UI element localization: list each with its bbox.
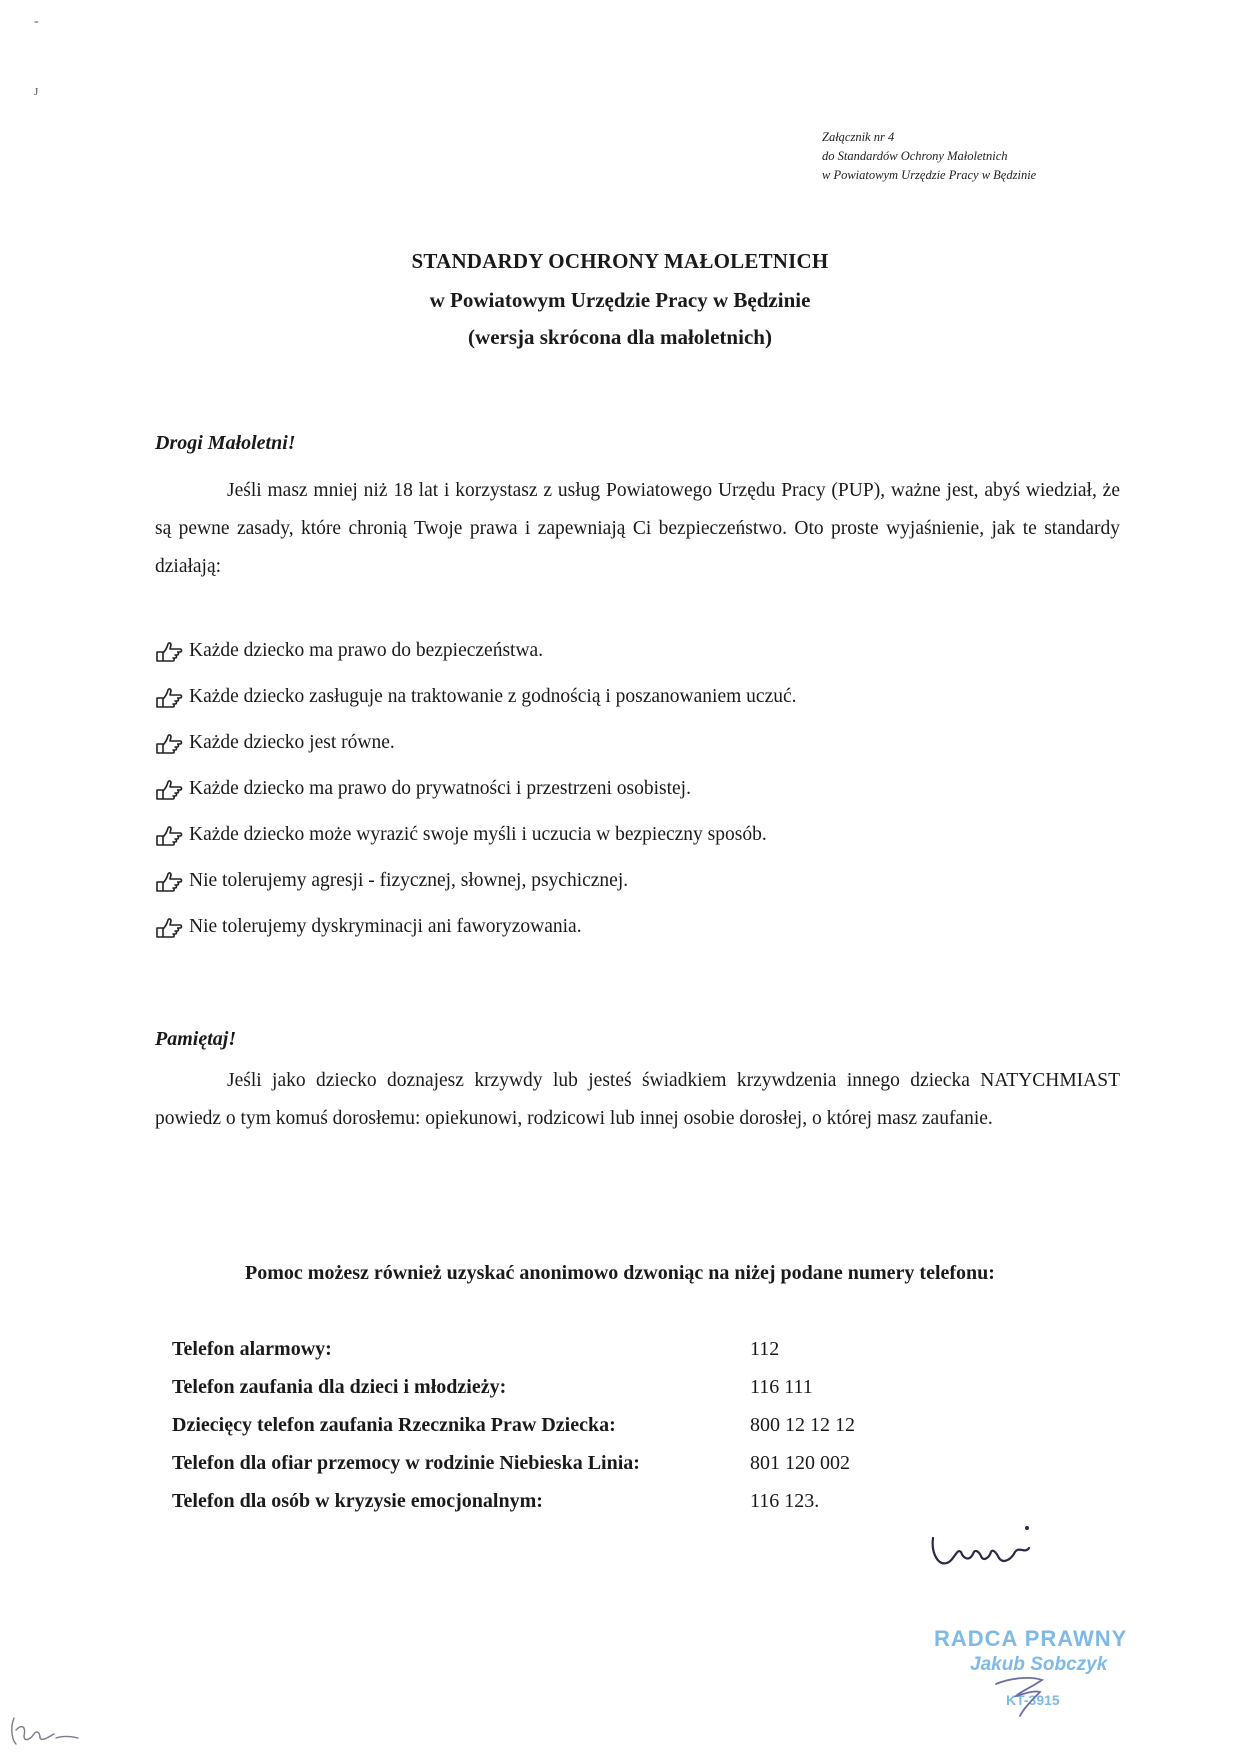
- list-item: [155, 628, 797, 674]
- phone-number: 800 12 12 12: [750, 1413, 855, 1436]
- margin-mark-second: J: [34, 86, 39, 98]
- list-item-text: Każde dziecko ma prawo do prywatności i przestrzeni osobistej.: [189, 778, 691, 799]
- list-item-text: Nie tolerujemy agresji - fizycznej, słownej, psychicznej.: [189, 870, 629, 891]
- intro-text: Jeśli masz mniej niż 18 lat i korzystasz z usług Powiatowego Urzędu Pracy (PUP), ważne jest, abyś wiedział, że są pewne zasady, które chronią Twoje prawa i zapewniają Ci bezpieczeństwo. Oto proste wyjaśnienie, jak te standardy działają:: [155, 480, 1120, 577]
- annex-line-3: w Powiatowym Urzędzie Pracy w Będzinie: [822, 168, 1037, 182]
- title-subtitle-2: (wersja skrócona dla małoletnich): [468, 325, 772, 349]
- pointing-hand-icon: [155, 640, 183, 662]
- list-item-text: Każde dziecko może wyrazić swoje myśli i uczucia w bezpieczny sposób.: [189, 824, 767, 845]
- pointing-hand-icon: [155, 916, 183, 938]
- phone-numbers-table: [172, 1330, 855, 1520]
- phone-name: Dziecięcy telefon zaufania Rzecznika Praw Dziecka:: [172, 1413, 616, 1436]
- phone-number: 801 120 002: [750, 1451, 850, 1474]
- title-main: STANDARDY OCHRONY MAŁOLETNICH: [411, 249, 829, 273]
- list-item-text: Każde dziecko zasługuje na traktowanie z godnością i poszanowaniem uczuć.: [189, 686, 797, 707]
- initials-icon: [6, 1710, 96, 1750]
- help-heading: Pomoc możesz również uzyskać anonimowo dzwoniąc na niżej podane numery telefonu:: [245, 1262, 995, 1284]
- list-item-text: Każde dziecko ma prawo do bezpieczeństwa.: [189, 640, 544, 661]
- phone-name: Telefon alarmowy:: [172, 1337, 332, 1360]
- annex-line-2: do Standardów Ochrony Małoletnich: [822, 149, 1008, 163]
- list-item: [155, 766, 797, 812]
- phone-name: Telefon zaufania dla dzieci i młodzieży:: [172, 1375, 507, 1398]
- pointing-hand-icon: [155, 686, 183, 708]
- list-item-text: Każde dziecko jest równe.: [189, 732, 395, 753]
- phone-number: 116 123.: [750, 1489, 820, 1512]
- list-item: [155, 674, 797, 720]
- table-row: [172, 1330, 855, 1368]
- intro-paragraph: [155, 472, 1120, 586]
- pointing-hand-icon: [155, 870, 183, 892]
- phone-name: Telefon dla ofiar przemocy w rodzinie Niebieska Linia:: [172, 1451, 640, 1474]
- list-item: [155, 812, 797, 858]
- table-row: [172, 1406, 855, 1444]
- annex-note: [822, 128, 1142, 185]
- title-subtitle-1: w Powiatowym Urzędzie Pracy w Będzinie: [429, 288, 811, 312]
- stamp-signature-icon: [990, 1670, 1060, 1720]
- table-row: [172, 1482, 855, 1520]
- pointing-hand-icon: [155, 824, 183, 846]
- remember-paragraph: [155, 1062, 1120, 1138]
- phone-number: 112: [750, 1337, 780, 1360]
- annex-line-1: Załącznik nr 4: [822, 130, 895, 144]
- stamp-name: Jakub Sobczyk: [970, 1654, 1108, 1675]
- phone-name: Telefon dla osób w kryzysie emocjonalnym:: [172, 1489, 543, 1512]
- greeting: Drogi Małoletni!: [155, 432, 296, 454]
- table-row: [172, 1444, 855, 1482]
- document-title: [0, 240, 1240, 356]
- list-item: [155, 720, 797, 766]
- stamp-number: KT-3915: [1006, 1692, 1060, 1708]
- rights-list: [155, 628, 797, 950]
- remember-heading: Pamiętaj!: [155, 1028, 237, 1050]
- pointing-hand-icon: [155, 778, 183, 800]
- stamp-title: RADCA PRAWNY: [934, 1626, 1128, 1651]
- pointing-hand-icon: [155, 732, 183, 754]
- legal-counsel-stamp: [930, 1622, 1160, 1732]
- table-row: [172, 1368, 855, 1406]
- list-item-text: Nie tolerujemy dyskryminacji ani faworyzowania.: [189, 916, 582, 937]
- list-item: [155, 858, 797, 904]
- remember-text: Jeśli jako dziecko doznajesz krzywdy lub jesteś świadkiem krzywdzenia innego dziecka NATYCHMIAST powiedz o tym komuś dorosłemu: opiekunowi, rodzicowi lub innej osobie dorosłej, o której masz zaufanie.: [155, 1070, 1120, 1129]
- phone-number: 116 111: [750, 1375, 813, 1398]
- handwritten-signature-icon: [925, 1518, 1055, 1582]
- list-item: [155, 904, 797, 950]
- margin-mark-top: -: [34, 14, 39, 29]
